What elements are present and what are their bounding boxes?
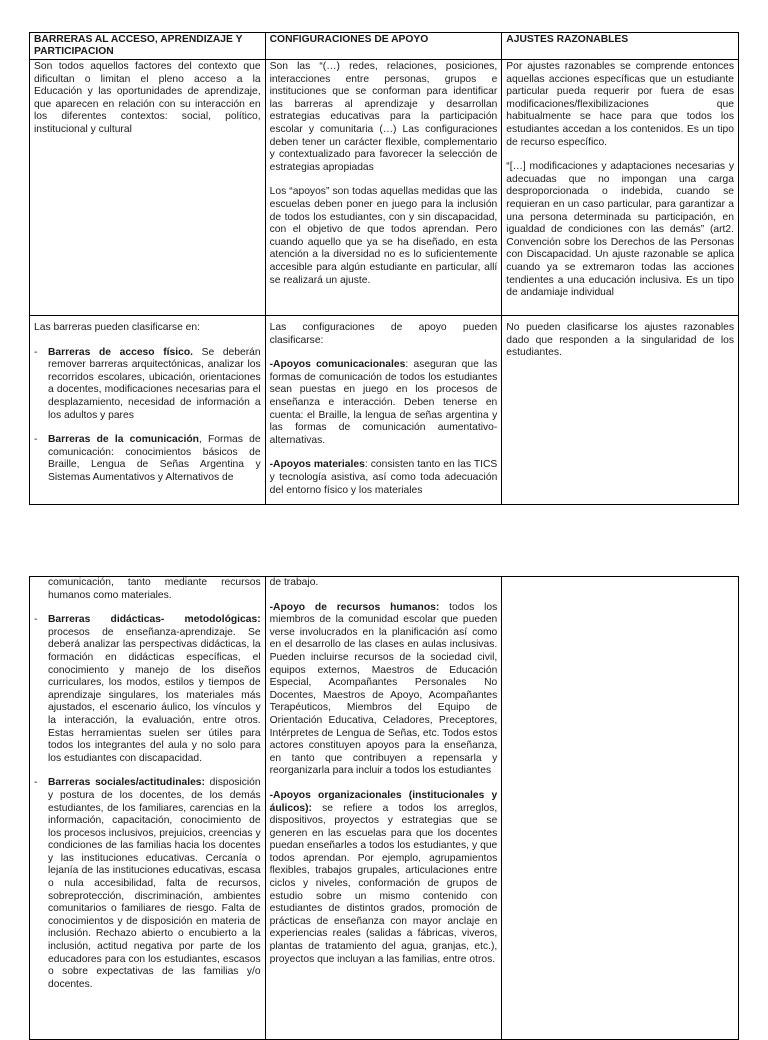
list-item-text: disposición y postura de los docentes, de los demás estudiantes, de los familiares, carencias en la información, capacitación, conocimiento de los procesos inclusivos, prejuicios, creencias y condiciones de las familias hacia los docentes y las instituciones educativas. Cercanía o lejanía de las instituciones educativas, escasa o nula accesibilidad, falta de recursos, sobreprotección, discriminación, ambientes comunitarios o familiares de riesgo. Falta de conocimientos y de disposición en materia de inclusión. Rechazo abierto o encubierto a la inclusión, actitud negativa por parte de los educadores para con los estudiantes, escasos o sobre expectativas de las familias y/o docentes. [48,777,261,990]
adjustments-definition-cell [502,60,739,316]
page-break [0,512,768,576]
barriers-definition-cell [30,60,266,316]
support-classification-cell [265,316,502,505]
list-item-text: , Formas de comunicación: conocimientos básicos de Braille, Lengua de Señas Argentina y Sistemas Aumentativos y Alternativos de [48,434,261,483]
list-item-continued: comunicación, tanto mediante recursos humanos como materiales. [48,577,261,601]
list-item-title: -Apoyos materiales [269,459,365,471]
adjustments-definition-p1: Por ajustes razonables se comprende entonces aquellas acciones específicas que un estudiante particular pueda requerir por fuera de esas modificaciones/flexibilizaciones que habitualmente se hace para que todos los estudiantes accedan a los contenidos. Es un tipo de recurso específico. [506,61,734,148]
support-continued-cell [265,577,502,1040]
list-item [270,790,498,966]
list-item-text: Se deberán remover barreras arquitectónicas, analizar los recorridos escolares, ubicación, orientaciones a docentes, modificaciones necesarias para el desplazamiento, necesidad de información a los adultos y pares [48,346,261,421]
support-table-page2 [29,576,739,1040]
support-definition-cell [265,60,502,316]
list-item-title: -Apoyo de recursos humanos: [269,601,440,613]
support-table-page1 [29,32,739,505]
table-row [30,60,739,316]
list-item-title: Barreras didácticas- metodológicas: [48,614,261,626]
list-item-title: Barreras de la comunicación [48,434,199,446]
list-item-text: procesos de enseñanza-aprendizaje. Se deberá analizar las perspectivas didácticas, la formación en didácticas específicas, el conocimiento y manejo de los diseños curriculares, los modos, estilos y tiempos de aprendizaje singulares, los materiales más ajustados, el escenario áulico, los vínculos y la interacción, la evaluación, entre otros. Estas herramientas suelen ser útiles para todos los integrantes del aula y no solo para los estudiantes con discapacidad. [48,626,261,764]
barriers-list-continued [34,577,261,991]
list-item [34,347,261,423]
list-item-text: : aseguran que las formas de comunicación de todos los estudiantes sean puestas en juego en los procesos de enseñanza e interacción. Deben tenerse en cuenta: el Braille, la lengua de señas argentina y las formas de comunicación aumentativo-alternativas. [269,359,498,446]
list-item-text: todos los miembros de la comunidad escolar que pueden verse involucrados en la planificación así como en el desarrollo de las clases en aulas inclusivas. Pueden incluirse recursos de la sociedad civil, equipos externos, Maestros de Educación Especial, Acompañantes Personales No Docentes, Maestros de Apoyo, Acompañantes Terapéuticos, Miembros del Equipo de Orientación Educativa, Celadores, Preceptores, Intérpretes de Lengua de Señas, etc. Todos estos actores constituyen apoyos para la enseñanza, en tanto que contribuyen a repensarla y reorganizarla para incluir a todos los estudiantes [269,601,498,777]
barriers-list [34,347,261,485]
adjustments-classification-cell [502,316,739,505]
header-reasonable-adjustments: AJUSTES RAZONABLES [502,33,739,60]
barriers-classification-cell [30,316,266,505]
adjustments-definition-p2: “[…] modificaciones y adaptaciones necesarias y adecuadas que no impongan una carga desproporcionada o indebida, cuando se requieran en un caso particular, para garantizar a una persona determinada su participación, en igualdad de condiciones con las demás” (art2. Convención sobre los Derechos de las Personas con Discapacidad. Un ajuste razonable se aplica cuando ya se extremaron todas las acciones tendientes a una educación inclusiva. Es un tipo de andamiaje individual [506,161,734,299]
list-item [34,614,261,765]
list-item-title: Barreras sociales/actitudinales: [48,777,205,789]
list-item [34,434,261,484]
list-item-title: Barreras de acceso físico. [48,346,193,358]
list-item [270,459,498,497]
adjustments-continued-cell [502,577,739,1040]
list-item [34,777,261,991]
list-item [270,602,498,778]
table-header-row [30,33,739,60]
header-barriers: BARRERAS AL ACCESO, APRENDIZAJE Y PARTICIPACION [30,33,266,60]
barriers-continued-cell [30,577,266,1040]
table-row [30,577,739,1040]
list-item-text: : consisten tanto en las TICS y tecnología asistiva, así como toda adecuación del entorno físico y los materiales [269,459,498,496]
list-item [270,359,498,447]
support-classification-intro: Las configuraciones de apoyo pueden clasificarse: [269,322,498,346]
barriers-classification-intro: Las barreras pueden clasificarse en: [34,322,200,333]
list-item-title: -Apoyos organizacionales (institucionales y áulicos): [269,789,498,814]
header-support-configs: CONFIGURACIONES DE APOYO [265,33,502,60]
barriers-definition: Son todos aquellos factores del contexto que dificultan o limitan el pleno acceso a la Educación y las oportunidades de aprendizaje, que aparecen en relación con su interacción en los diferentes contextos: social, político, institucional y cultural [34,61,261,135]
support-definition-p1: Son las “(…) redes, relaciones, posiciones, interacciones entre personas, grupos e instituciones que se conforman para identificar las barreras al aprendizaje y desarrollan estrategias educativas para la participación escolar y comunitaria (…) Las configuraciones deben tener un carácter flexible, complementario y contextualizado para favorecer la selección de estrategias apropiadas [269,61,498,173]
list-item-text: se refiere a todos los arreglos, dispositivos, proyectos y estrategias que se generen en las escuelas para que los docentes puedan enseñarles a todos los estudiantes, y que todos aprendan. Por ejemplo, agrupamientos flexibles, trabajos grupales, articulaciones entre ciclos y niveles, conformación de grupos de estudio sobre un mismo contenido con estudiantes de distintos grados, promoción de prácticas de enseñanza con mayor anclaje en experiencias reales (salidas a fábricas, viveros, plantas de tratamiento del agua, granjas, etc.), proyectos que incluyan a las familias, entre otros. [269,802,498,965]
support-continued: de trabajo. [269,577,319,588]
list-item-title: -Apoyos comunicacionales [269,359,406,371]
support-definition-p2: Los “apoyos” son todas aquellas medidas que las escuelas deben poner en juego para la inclusión de todos los estudiantes, con y sin discapacidad, con el objetivo de que todos aprendan. Pero cuando aquello que ya se ha diseñado, en esta atención a la diversidad no es lo suficientemente accesible para algún estudiante en particular, allí se realizará un ajuste. [269,186,498,286]
adjustments-classification: No pueden clasificarse los ajustes razonables dado que responden a la singularidad de los estudiantes. [506,322,734,359]
table-row [30,316,739,505]
